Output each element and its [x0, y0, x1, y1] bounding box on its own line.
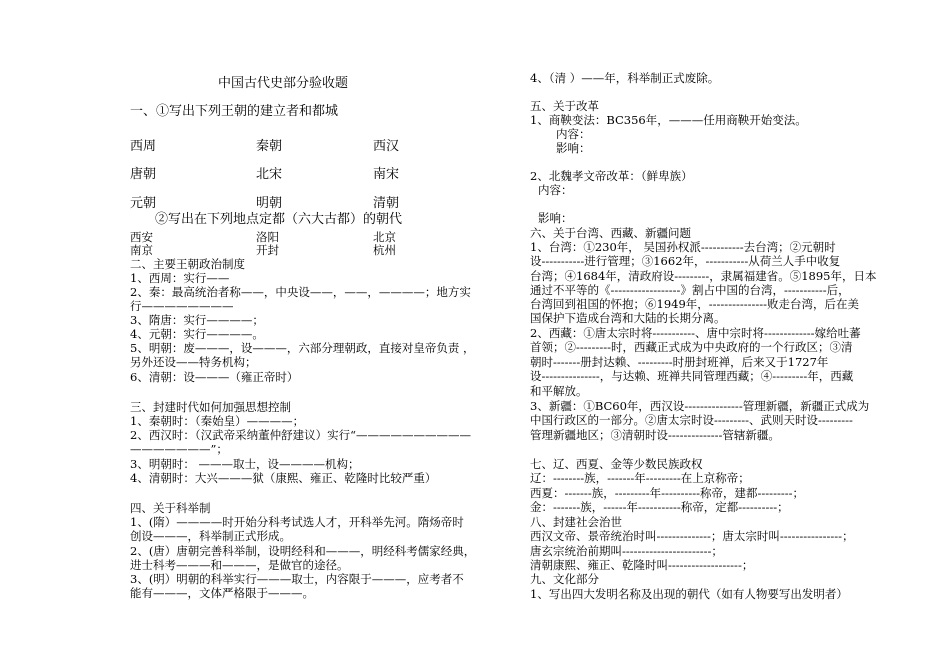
dynasty-cell: 元朝 [130, 196, 157, 211]
text-line: 2、北魏孝文帝改革：（鲜卑族） [530, 169, 693, 183]
section-6-heading: 六、关于台湾、西藏、新疆问题 [530, 226, 691, 240]
capital-cell: 开封 [256, 243, 279, 257]
text-line: 进士科考———和———，是做官的途径。 [130, 558, 349, 572]
text-line: 能有———，文体严格限于———。 [130, 586, 314, 600]
text-line: 辽：--------族，-------年---------在上京称帝； [530, 471, 750, 485]
text-line: 3、新疆：①BC60年，西汉设---------------管理新疆，新疆正式成为 [530, 399, 870, 413]
dynasty-cell: 秦朝 [256, 139, 283, 154]
text-line: 和平解放。 [530, 384, 588, 398]
dynasty-cell: 西周 [130, 139, 157, 154]
page-title: 中国古代史部分验收题 [218, 76, 349, 91]
dynasty-cell: 北宋 [256, 167, 283, 182]
text-line: 通过不平等的《------------------》割占中国的台湾，-----------后， [530, 283, 850, 297]
impact-label: 影响： [538, 211, 573, 225]
dynasty-cell: 明朝 [256, 196, 283, 211]
text-line: 6、清朝：设———（雍正帝时） [130, 370, 299, 384]
text-line: 设-----------进行管理；③1662年，-----------从荷兰人手中收复 [530, 254, 841, 268]
text-line: 1、商鞅变法：BC356年，———任用商鞅开始变法。 [530, 113, 807, 127]
text-line: 2、西汉时：（汉武帝采纳董仲舒建议）实行“—————————— [130, 428, 471, 442]
dynasty-cell: 西汉 [373, 139, 400, 154]
text-line: 西汉文帝、景帝统治时叫--------------；唐太宗时叫----------------； [530, 529, 854, 543]
text-line: 国保护下造成台湾和大陆的长期分离。 [530, 311, 726, 325]
text-line: 2、西藏：①唐太宗时将-----------、唐中宗时将-------------嫁给吐蕃 [530, 326, 861, 340]
capital-cell: 北京 [373, 230, 396, 244]
text-line: 首领；②---------时，西藏正式成为中央政府的一个行政区；③清 [530, 340, 853, 354]
text-line: 2、秦：最高统治者称——，中央设——，——，————；地方实 [130, 285, 471, 299]
text-line: 设---------------，与达赖、班禅共同管理西藏；④---------年，西藏 [530, 369, 854, 383]
text-line: 行———————— [130, 299, 234, 313]
text-line: 管理新疆地区；③清朝时设--------------管辖新疆。 [530, 428, 780, 442]
capital-cell: 杭州 [373, 243, 396, 257]
section-8-heading: 八、封建社会治世 [530, 515, 622, 529]
text-line: 金：-------族，------年-----------称帝，定都----------； [530, 500, 789, 514]
text-line: 唐玄宗统治前期叫-----------------------； [530, 544, 723, 558]
text-line: 朝时-------册封达赖、---------时册封班禅，后来又于1727年 [530, 355, 829, 369]
text-line: 3、(明）明朝的科举实行———取士，内容限于———，应考者不 [130, 572, 464, 586]
capital-cell: 洛阳 [256, 230, 279, 244]
section-1-heading: 一、①写出下列王朝的建立者和都城 [130, 104, 339, 119]
section-4-heading: 四、关于科举制 [130, 501, 211, 515]
text-line: 中国行政区的一部分。②唐太宗时设---------、武则天时设--------- [530, 413, 853, 427]
impact-label: 影响： [556, 141, 591, 155]
text-line: 1、(隋）————时开始分科考试选人才，开科举先河。隋炀帝时 [130, 515, 464, 529]
text-line: 4、元朝：实行————。 [130, 327, 264, 341]
text-line: 台湾；④1684年，清政府设---------，隶属福建省。⑤1895年，日本 [530, 269, 877, 283]
section-7-heading: 七、辽、西夏、金等少数民族政权 [530, 457, 703, 471]
dynasty-cell: 清朝 [373, 196, 400, 211]
section-3-heading: 三、封建时代如何加强思想控制 [130, 400, 291, 414]
text-line: 3、隋唐：实行————； [130, 313, 264, 327]
text-line: 西夏：-------族，---------年----------称帝，建都---------； [530, 486, 804, 500]
content-label: 内容： [556, 127, 591, 141]
text-line: 1、写出四大发明名称及出现的朝代（如有人物要写出发明者） [530, 587, 848, 601]
content-label: 内容： [538, 183, 573, 197]
section-9-heading: 九、文化部分 [530, 572, 599, 586]
text-line: 3、明朝时： ———取士，设————机构； [130, 457, 360, 471]
text-line: 1、台湾：①230年， 吴国孙权派-----------去台湾；②元朝时 [530, 240, 836, 254]
section-1-question-2: ②写出在下列地点定都（六大古都）的朝代 [155, 212, 403, 227]
text-line: 清朝康熙、雍正、乾隆时叫-------------------； [530, 558, 754, 572]
text-line: 2、(唐）唐朝完善科举制，设明经科和———，明经科考儒家经典， [130, 544, 476, 558]
text-line: 1、西周：实行—— [130, 271, 230, 285]
dynasty-cell: 南宋 [373, 167, 400, 182]
text-line: 1、秦朝时：（秦始皇）————； [130, 414, 305, 428]
text-line: 另外还设——特务机构； [130, 355, 257, 369]
dynasty-cell: 唐朝 [130, 167, 157, 182]
text-line: 台湾回到祖国的怀抱；⑥1949年，---------------败走台湾，后在美 [530, 297, 860, 311]
text-line: ———————”； [130, 442, 228, 456]
text-line: 5、明朝：废———，设———，六部分理朝政，直接对皇帝负责 ， [130, 341, 475, 355]
capital-cell: 西安 [130, 230, 153, 244]
text-line: 创设———，科举制正式形成。 [130, 529, 291, 543]
text-line: 4、（清 ）——年，科举制正式废除。 [530, 71, 720, 85]
section-2-heading: 二、主要王朝政治制度 [130, 257, 245, 271]
capital-cell: 南京 [130, 243, 153, 257]
section-5-heading: 五、关于改革 [530, 99, 599, 113]
text-line: 4、清朝时：大兴———狱（康熙、雍正、乾隆时比较严重） [130, 471, 437, 485]
